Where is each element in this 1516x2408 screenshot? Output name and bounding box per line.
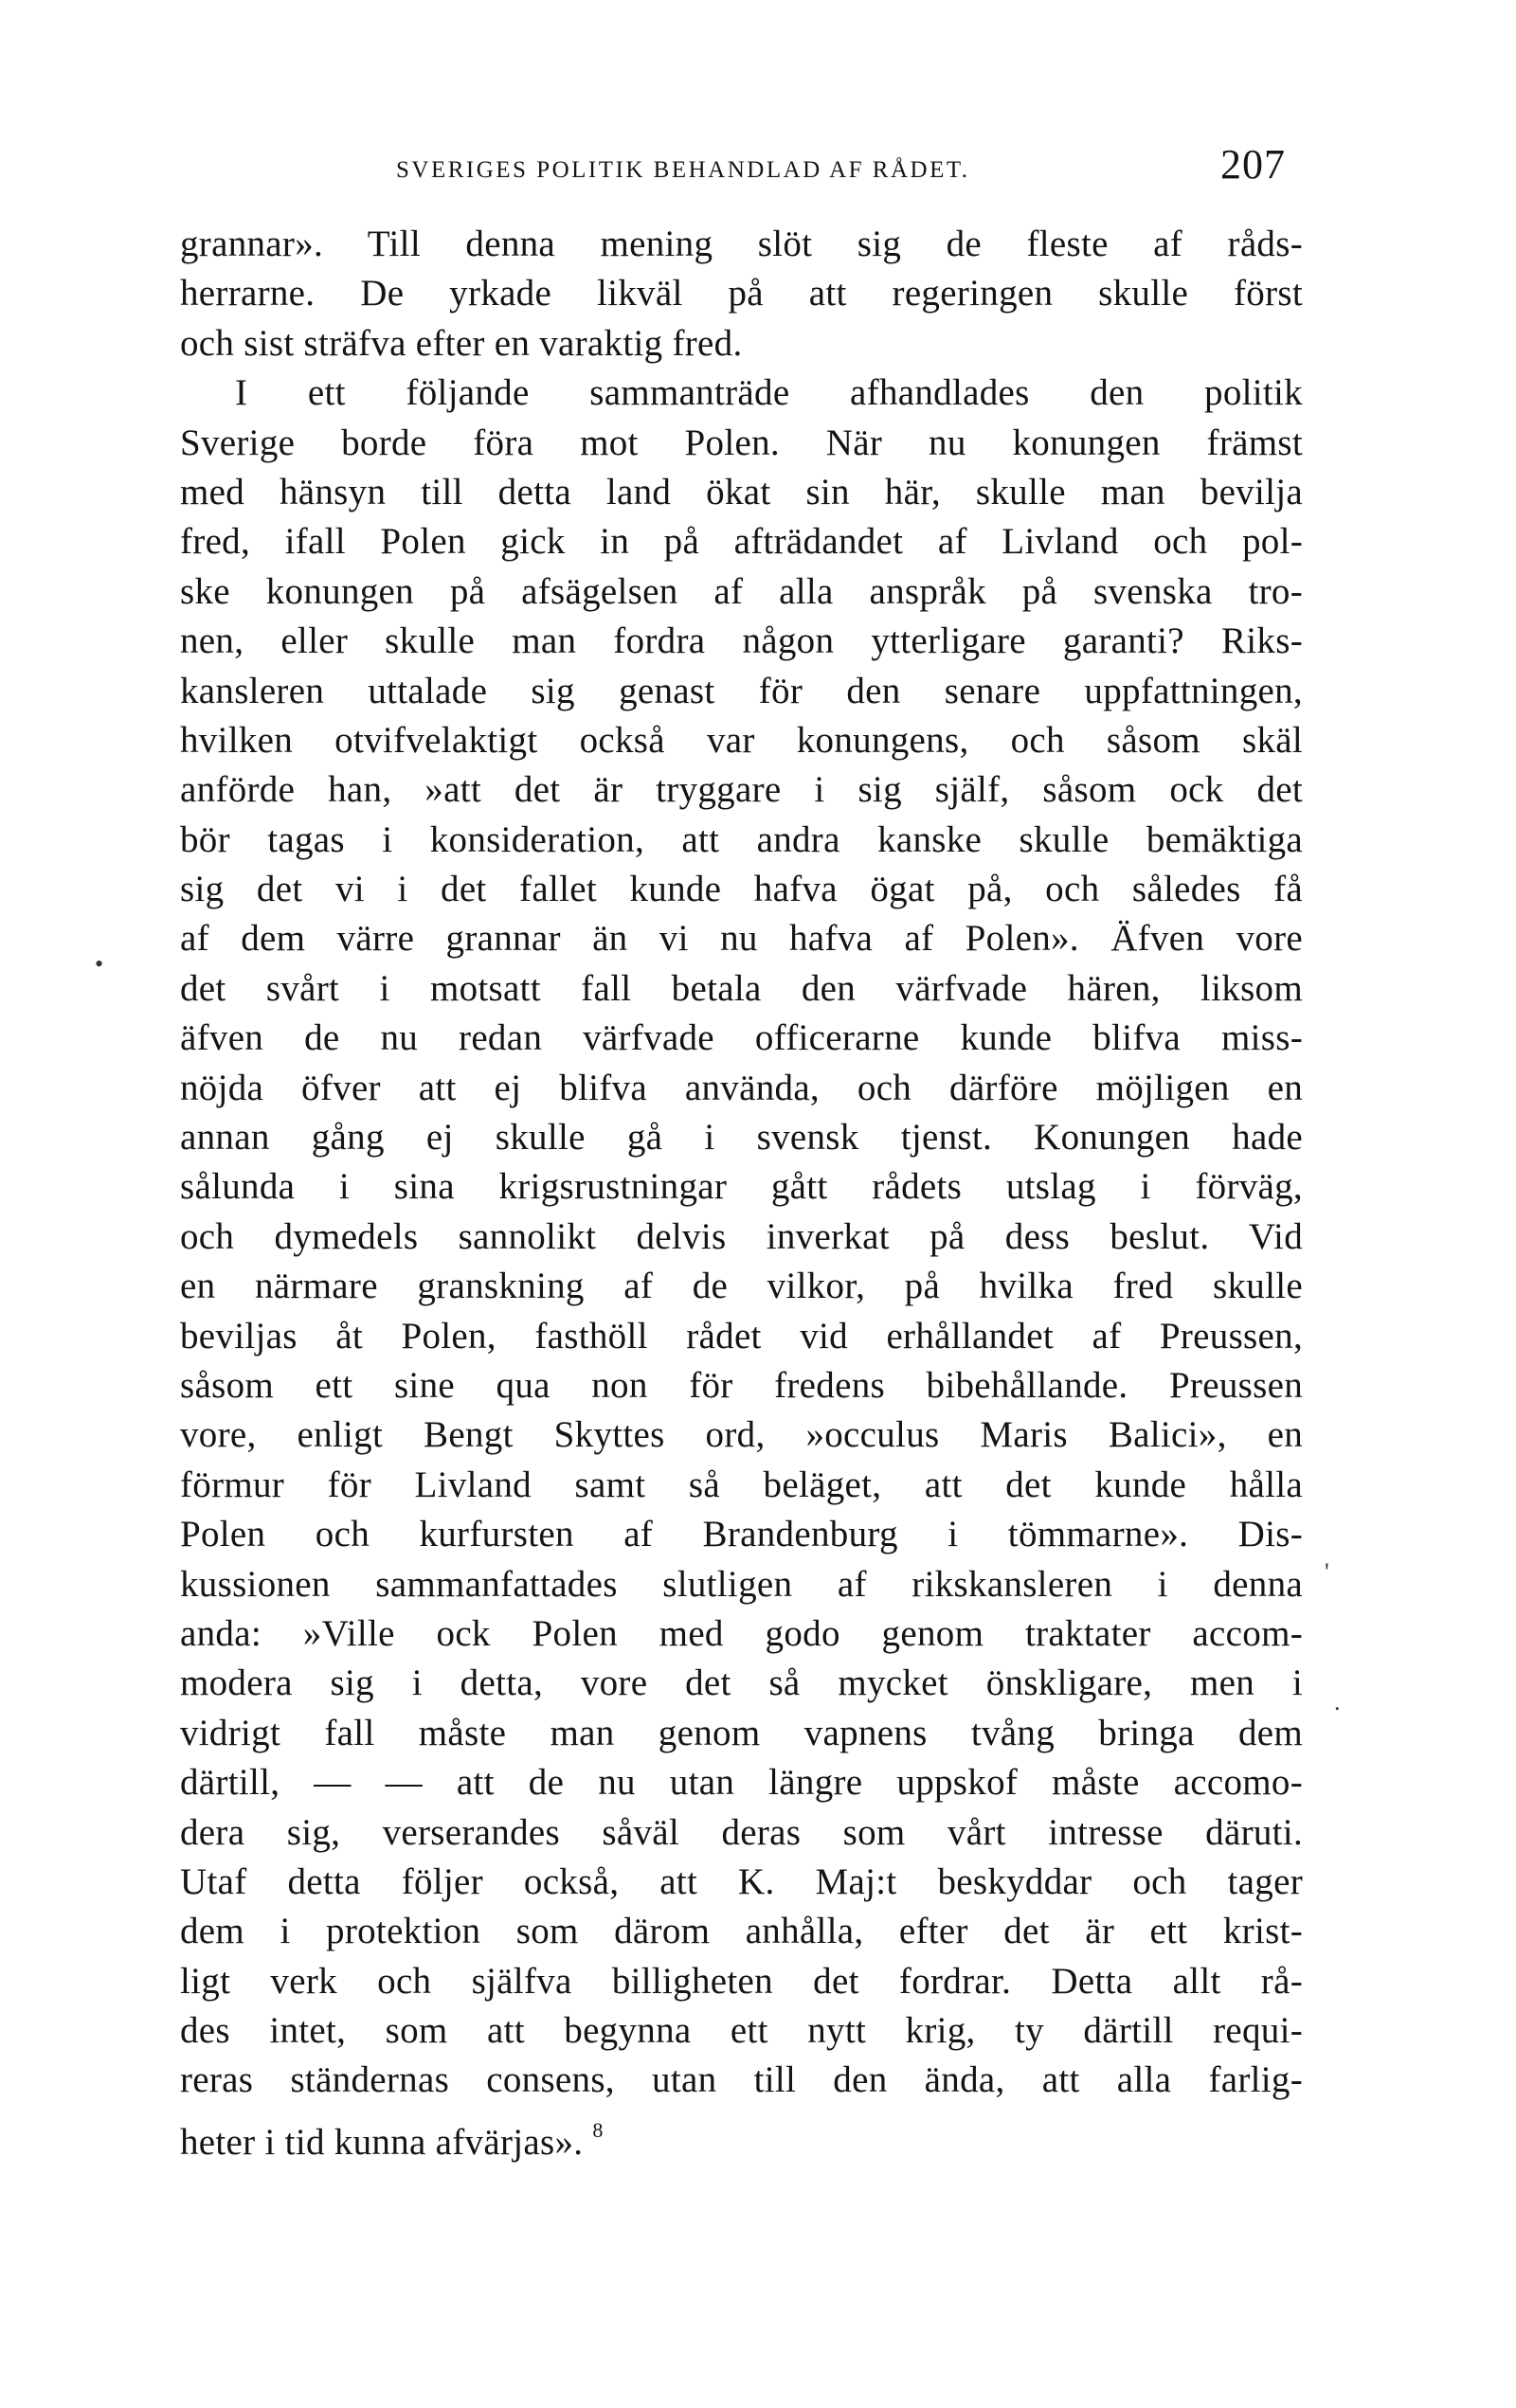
margin-mark: . (1334, 1688, 1341, 1716)
page-number: 207 (1220, 141, 1286, 188)
text-line: Utaf detta följer också, att K. Maj:t beskyddar och tager (180, 1860, 1303, 1902)
footnote-reference: 8 (592, 2117, 604, 2142)
text-line: därtill, — — att de nu utan längre uppskof måste accomo- (180, 1762, 1303, 1804)
text-line: äfven de nu redan värfvade officerarne kunde blifva miss- (180, 1017, 1303, 1059)
text-line: en närmare granskning af de vilkor, på hvilka fred skulle (180, 1266, 1303, 1307)
text-line: Sverige borde föra mot Polen. När nu konungen främst (180, 422, 1303, 463)
running-head (180, 140, 1303, 197)
text-line: hvilken otvifvelaktigt också var konungens, och såsom skäl (180, 719, 1303, 761)
text-line: grannar». Till denna mening slöt sig de fleste af råds- (180, 224, 1303, 264)
running-title: SVERIGES POLITIK BEHANDLAD AF RÅDET. (396, 157, 970, 183)
text-line: herrarne. De yrkade likväl på att regeringen skulle först (180, 273, 1303, 314)
text-line: modera sig i detta, vore det så mycket önskligare, men i (180, 1662, 1303, 1704)
text-line-content: heter i tid kunna afvärjas». (180, 2121, 584, 2163)
text-line: med hänsyn till detta land ökat sin här, skulle man bevilja (180, 471, 1303, 512)
text-line: sig det vi i det fallet kunde hafva ögat på, och således få (180, 869, 1303, 910)
margin-mark: • (95, 950, 104, 978)
text-line: såsom ett sine qua non för fredens bibehållande. Preussen (180, 1364, 1303, 1406)
text-line-last (180, 2106, 1303, 2163)
text-line: annan gång ej skulle gå i svensk tjenst. Konungen hade (180, 1117, 1303, 1159)
text-line: och dymedels sannolikt delvis inverkat på dess beslut. Vid (180, 1215, 1303, 1257)
text-line: reras ständernas consens, utan till den ända, att alla farlig- (180, 2059, 1303, 2101)
text-line: fred, ifall Polen gick in på afträdandet af Livland och pol- (180, 521, 1303, 563)
text-line: beviljas åt Polen, fasthöll rådet vid erhållandet af Preussen, (180, 1315, 1303, 1357)
body-text (180, 220, 1303, 2163)
text-line: kussionen sammanfattades slutligen af rikskansleren i denna (180, 1563, 1303, 1605)
text-line: dera sig, verserandes såväl deras som vårt intresse däruti. (180, 1811, 1303, 1853)
text-line: nen, eller skulle man fordra någon ytterligare garanti? Riks- (180, 620, 1303, 662)
text-line: och sist sträfva efter en varaktig fred. (180, 322, 743, 364)
text-line: af dem värre grannar än vi nu hafva af Polen». Äfven vore (180, 918, 1303, 960)
text-line: vidrigt fall måste man genom vapnens tvång bringa dem (180, 1712, 1303, 1753)
text-line: nöjda öfver att ej blifva använda, och därföre möjligen en (180, 1067, 1303, 1108)
margin-mark: ' (1325, 1558, 1329, 1586)
paragraph-start-line: I ett följande sammanträde afhandlades den politik (235, 372, 1303, 414)
text-line: Polen och kurfursten af Brandenburg i tömmarne». Dis- (180, 1514, 1303, 1555)
text-line: dem i protektion som därom anhålla, efter det är ett krist- (180, 1911, 1303, 1952)
text-line: vore, enligt Bengt Skyttes ord, »occulus Maris Balici», en (180, 1414, 1303, 1456)
text-line: anda: »Ville ock Polen med godo genom traktater accom- (180, 1612, 1303, 1654)
text-line: sålunda i sina krigsrustningar gått rådets utslag i förväg, (180, 1166, 1303, 1208)
text-line: des intet, som att begynna ett nytt krig, ty därtill requi- (180, 2010, 1303, 2052)
text-line: det svårt i motsatt fall betala den värfvade hären, liksom (180, 967, 1303, 1009)
text-line: anförde han, »att det är tryggare i sig själf, såsom ock det (180, 769, 1303, 811)
text-line: kansleren uttalade sig genast för den senare uppfattningen, (180, 670, 1303, 711)
text-line: ske konungen på afsägelsen af alla anspråk på svenska tro- (180, 570, 1303, 612)
text-line: förmur för Livland samt så beläget, att det kunde hålla (180, 1464, 1303, 1505)
text-line: ligt verk och själfva billigheten det fordrar. Detta allt rå- (180, 1960, 1303, 2002)
text-line: bör tagas i konsideration, att andra kanske skulle bemäktiga (180, 818, 1303, 860)
